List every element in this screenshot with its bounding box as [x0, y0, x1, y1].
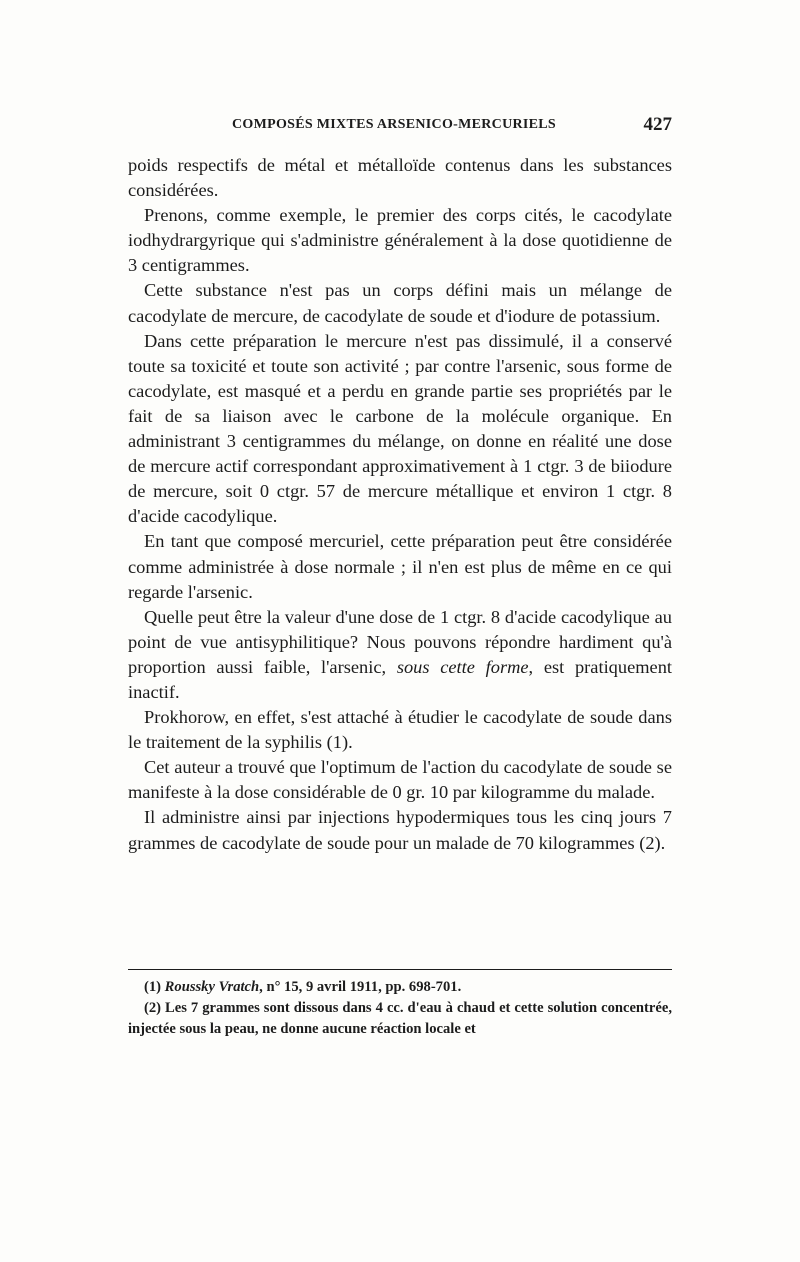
running-head: [128, 114, 672, 139]
paragraph: [128, 605, 672, 705]
paragraph: Dans cette préparation le mercure n'est pas dissimulé, il a conservé toute sa toxicité et toute son activité ; par contre l'arsenic, sous forme de cacodylate, est masqué et a perdu en grande partie ses propriétés par le fait de sa liaison avec le carbone de la molécule organique. En administrant 3 centigrammes du mélange, on donne en réalité une dose de mercure actif correspondant approximativement à 1 ctgr. 3 de biiodure de mercure, soit 0 ctgr. 57 de mercure métallique et environ 1 ctgr. 8 d'acide cacodylique.: [128, 330, 672, 527]
paragraph: Prenons, comme exemple, le premier des corps cités, le cacodylate iodhydrargyrique qui s'administre généralement à la dose quotidienne de 3 centigrammes.: [128, 205, 672, 276]
italic-text: sous cette forme: [396, 656, 529, 677]
text-run: Quelle peut être la valeur d'une dose de 1 ctgr. 8 d'acide cacodylique au point de vue antisyphilitique? Nous pouvons répondre hardiment qu'à proportion aussi faible, l'arsenic,: [128, 606, 672, 677]
paragraph: Prokhorow, en effet, s'est attaché à étudier le cacodylate de soude dans le traitement de la syphilis (1).: [128, 707, 672, 753]
text-run: (1): [144, 979, 165, 995]
paragraph: En tant que composé mercuriel, cette préparation peut être considérée comme administrée à dose normale ; il n'en est plus de même en ce qui regarde l'arsenic.: [128, 531, 672, 602]
text-run: , est pratiquement inactif.: [128, 656, 673, 702]
paragraph: Cette substance n'est pas un corps défini mais un mélange de cacodylate de mercure, de cacodylate de soude et d'iodure de potassium.: [128, 280, 672, 326]
italic-text: Roussky Vratch: [164, 979, 260, 995]
body-text: [128, 153, 672, 856]
footnote-1: [128, 977, 672, 998]
text-run: , n° 15, 9 avril 1911, pp. 698-701.: [259, 979, 462, 995]
page-number: 427: [643, 114, 672, 135]
paragraph: Il administre ainsi par injections hypodermiques tous les cinq jours 7 grammes de cacodylate de soude pour un malade de 70 kilogrammes (2).: [128, 807, 672, 853]
footnotes: [128, 977, 672, 1040]
paragraph: Cet auteur a trouvé que l'optimum de l'action du cacodylate de soude se manifeste à la dose considérable de 0 gr. 10 par kilogramme du malade.: [128, 757, 672, 803]
footnote-divider: [128, 969, 672, 970]
footnote-2: (2) Les 7 grammes sont dissous dans 4 cc. d'eau à chaud et cette solution concentrée, injectée sous la peau, ne donne aucune réaction locale et: [128, 1000, 672, 1037]
running-title: COMPOSÉS MIXTES ARSENICO-MERCURIELS: [232, 117, 556, 132]
paragraph-continued: poids respectifs de métal et métalloïde contenus dans les substances considérées.: [128, 155, 672, 201]
